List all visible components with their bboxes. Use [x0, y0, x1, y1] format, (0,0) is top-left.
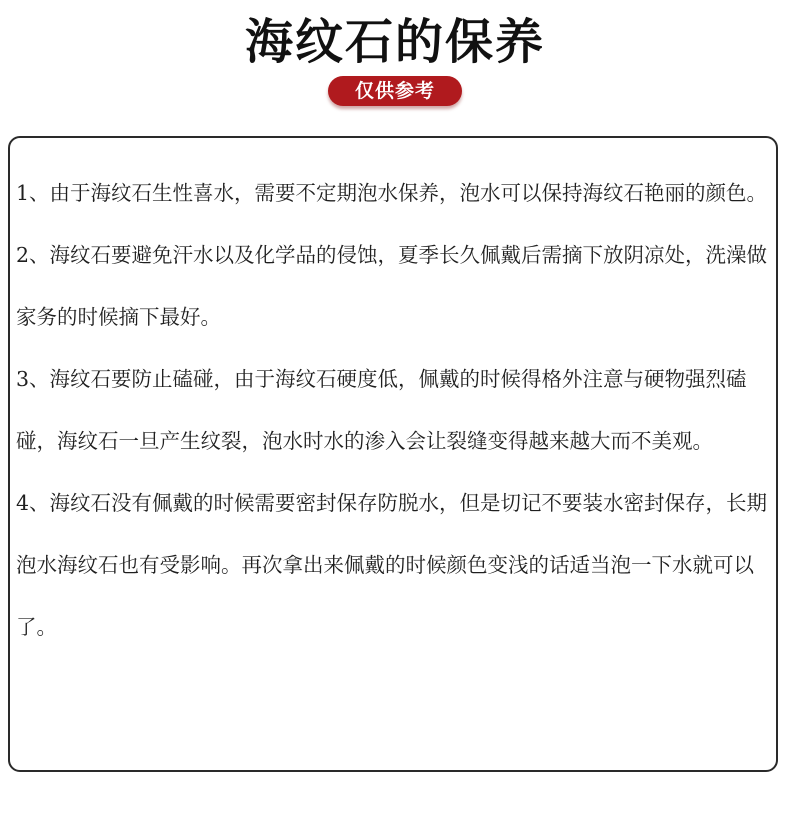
care-tip-1: 1、由于海纹石生性喜水，需要不定期泡水保养，泡水可以保持海纹石艳丽的颜色。 — [16, 181, 768, 205]
care-tips-list — [16, 162, 778, 658]
care-tip-2: 2、海纹石要避免汗水以及化学品的侵蚀，夏季长久佩戴后需摘下放阴凉处，洗澡做家务的时候摘下最好。 — [16, 243, 768, 329]
page-title: 海纹石的保养 — [244, 14, 545, 70]
reference-only-badge: 仅供参考 — [328, 76, 462, 106]
care-tip-4: 4、海纹石没有佩戴的时候需要密封保存防脱水，但是切记不要装水密封保存，长期泡水海纹石也有受影响。再次拿出来佩戴的时候颜色变浅的话适当泡一下水就可以了。 — [16, 491, 768, 639]
care-tip-3: 3、海纹石要防止磕碰，由于海纹石硬度低，佩戴的时候得格外注意与硬物强烈磕碰，海纹石一旦产生纹裂，泡水时水的渗入会让裂缝变得越来越大而不美观。 — [16, 367, 747, 453]
